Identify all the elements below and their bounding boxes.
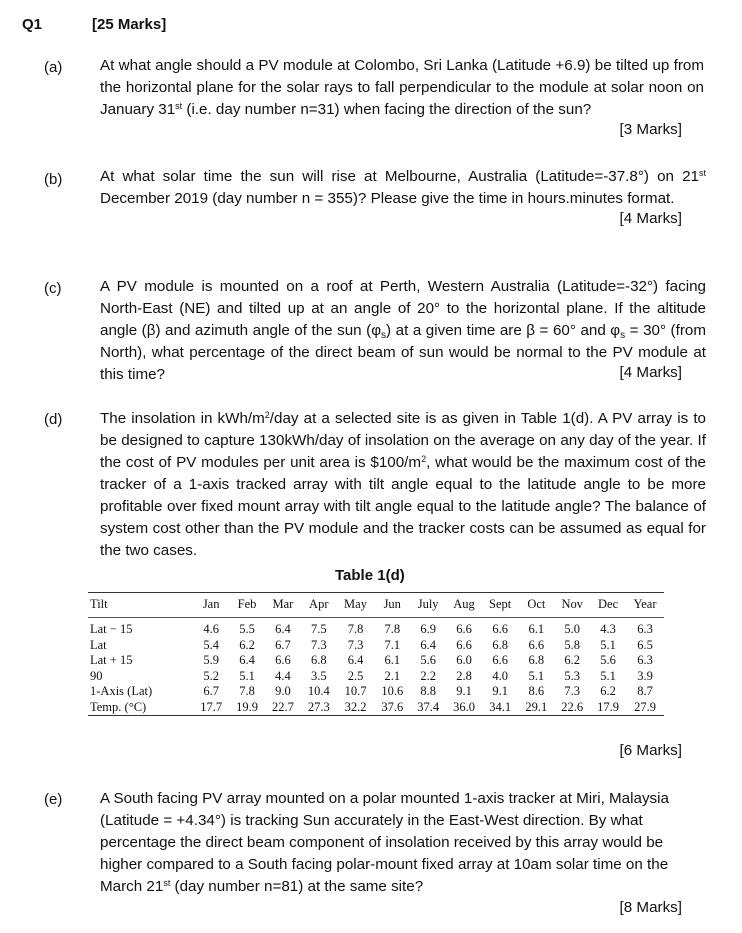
table-cell: 3.9 xyxy=(637,668,653,683)
table-header-cell: Year xyxy=(633,597,657,611)
question-total-marks: [25 Marks] xyxy=(92,16,167,33)
table-cell: 37.4 xyxy=(417,699,440,714)
table-header-cell: Apr xyxy=(309,597,329,611)
table-cell: 17.7 xyxy=(200,699,223,714)
table-cell: 5.3 xyxy=(564,668,581,683)
part-d-label: (d) xyxy=(44,411,63,428)
table-header-cell: July xyxy=(417,597,439,611)
table-cell: 6.4 xyxy=(347,653,364,668)
table-header-cell: Tilt xyxy=(90,597,108,611)
table-cell: 5.2 xyxy=(203,668,219,683)
table-cell: 6.6 xyxy=(492,622,508,637)
table-cell: 6.7 xyxy=(275,637,291,652)
part-e-text: A South facing PV array mounted on a polar mounted 1-axis tracker at Miri, Malaysia (Latitude = +4.34°) is tracking Sun accurately in the East-West direction. By what percentage the direct beam component of insolation received by this array would be higher compared to a South facing polar-mount fixed array at 10am solar time on the March 21st (day number n=81) at the same site? xyxy=(100,790,669,895)
part-a-label: (a) xyxy=(44,59,63,76)
table-cell: 7.5 xyxy=(310,622,327,637)
part-d-marks: [6 Marks] xyxy=(619,742,682,759)
table-cell: 27.9 xyxy=(634,699,656,714)
table-cell: 8.6 xyxy=(528,684,545,699)
table-cell: 7.3 xyxy=(347,637,364,652)
table-cell: 6.8 xyxy=(492,637,508,652)
table-cell: 5.4 xyxy=(203,637,219,652)
table-header-cell: Jun xyxy=(383,597,401,611)
table-cell: 9.1 xyxy=(492,684,508,699)
table-cell: 6.2 xyxy=(239,637,255,652)
table-cell: 6.4 xyxy=(239,653,255,668)
part-c-label: (c) xyxy=(44,280,62,297)
table-cell: 6.3 xyxy=(637,622,653,637)
table-cell: 7.1 xyxy=(384,637,401,652)
table-cell: 7.8 xyxy=(239,684,255,699)
table-cell: 6.6 xyxy=(275,653,291,668)
question-number: Q1 xyxy=(22,16,43,33)
table-row-label: Lat xyxy=(90,637,107,652)
table-cell: 7.3 xyxy=(310,637,327,652)
table-row-label: 90 xyxy=(90,668,103,683)
part-d-text: The insolation in kWh/$m^2$/day at a selected site is as given in Table 1(d). A PV array is to be designed to capture 130kWh/day of insolation on the average on any day of the year. If the cost of PV modules per unit area is $\$100/m^2$, what would be the maximum cost of the tracker of a 1-axis tracked array with tilt angle equal to the latitude angle to be more profitable over fixed mount array with tilt angle equal to the latitude angle? The balance of system cost other than the PV module and the tracker costs can be assumed as equal for the two cases. xyxy=(100,410,706,559)
table-header-cell: Feb xyxy=(237,597,257,611)
table-cell: 2.2 xyxy=(420,668,436,683)
table-cell: 10.6 xyxy=(381,684,404,699)
table-cell: 6.6 xyxy=(456,622,472,637)
table-row-label: Lat − 15 xyxy=(90,622,133,637)
part-c-text: A PV module is mounted on a roof at Perth, Western Australia (Latitude=-32°) facing North-East (NE) and tilted up at an angle of 20° to the horizontal plane. If the altitude angle (β) and azimuth angle of the sun $(\varphi_s)$ at a given time are β = 60° and $\varphi_s = 30^\circ$ (from North), what percentage of the direct beam of sun would be normal to the PV module at this time? xyxy=(100,278,706,383)
table-row-label: 1-Axis (Lat) xyxy=(90,684,153,699)
table-cell: 5.1 xyxy=(239,668,255,683)
table-cell: 7.8 xyxy=(347,622,364,637)
part-c-marks: [4 Marks] xyxy=(619,364,682,381)
table-cell: 6.9 xyxy=(420,622,436,637)
table-header-cell: Oct xyxy=(527,597,546,611)
table-cell: 6.6 xyxy=(456,637,472,652)
table-cell: 6.1 xyxy=(384,653,401,668)
table-cell: 10.4 xyxy=(307,684,330,699)
table-header-cell: Aug xyxy=(453,597,475,611)
table-row xyxy=(88,653,664,669)
table-row xyxy=(88,618,664,638)
table-row xyxy=(88,700,664,716)
table-cell: 10.7 xyxy=(344,684,367,699)
part-a-marks: [3 Marks] xyxy=(619,121,682,138)
insolation-table xyxy=(88,592,664,716)
table-cell: 6.2 xyxy=(600,684,616,699)
table-header-cell: Sept xyxy=(489,597,512,611)
table-cell: 5.8 xyxy=(564,637,581,652)
table-cell: 29.1 xyxy=(525,699,548,714)
table-cell: 6.0 xyxy=(456,653,472,668)
table-row-label: Lat + 15 xyxy=(90,653,133,668)
table-cell: 6.5 xyxy=(637,637,653,652)
table-cell: 19.9 xyxy=(236,699,258,714)
table-cell: 3.5 xyxy=(310,668,327,683)
table-cell: 6.2 xyxy=(564,653,581,668)
table-cell: 7.8 xyxy=(384,622,401,637)
table-cell: 8.7 xyxy=(637,684,653,699)
table-row xyxy=(88,684,664,700)
table-cell: 32.2 xyxy=(344,699,367,714)
table-header-cell: Dec xyxy=(598,597,619,611)
part-b-label: (b) xyxy=(44,171,63,188)
table-cell: 5.0 xyxy=(564,622,581,637)
table-cell: 37.6 xyxy=(381,699,404,714)
table-cell: 7.3 xyxy=(564,684,581,699)
table-header-cell: May xyxy=(344,597,367,611)
part-b-text: At what solar time the sun will rise at Melbourne, Australia (Latitude=-37.8°) on 21st December 2019 (day number n = 355)? Please give the time in hours.minutes format. xyxy=(100,168,706,207)
table-cell: 36.0 xyxy=(453,699,475,714)
table-cell: 4.0 xyxy=(492,668,508,683)
part-b-marks: [4 Marks] xyxy=(619,210,682,227)
table-cell: 6.1 xyxy=(528,622,545,637)
table-cell: 6.6 xyxy=(492,653,508,668)
table-cell: 5.1 xyxy=(600,668,616,683)
table-cell: 27.3 xyxy=(307,699,330,714)
table-cell: 4.6 xyxy=(203,622,219,637)
table-cell: 5.5 xyxy=(239,622,255,637)
table-cell: 2.1 xyxy=(384,668,401,683)
table-cell: 8.8 xyxy=(420,684,436,699)
table-cell: 4.4 xyxy=(275,668,291,683)
table-cell: 4.3 xyxy=(600,622,616,637)
table-header-cell: Jan xyxy=(202,597,220,611)
table-row xyxy=(88,669,664,685)
table-cell: 5.9 xyxy=(203,653,219,668)
table-cell: 6.8 xyxy=(528,653,545,668)
table-cell: 5.6 xyxy=(600,653,616,668)
table-cell: 6.4 xyxy=(275,622,291,637)
table-cell: 6.4 xyxy=(420,637,436,652)
table-cell: 17.9 xyxy=(597,699,620,714)
table-row xyxy=(88,638,664,654)
table-cell: 22.7 xyxy=(271,699,294,714)
table-cell: 5.6 xyxy=(420,653,436,668)
table-cell: 5.1 xyxy=(600,637,616,652)
table-cell: 9.1 xyxy=(456,684,472,699)
table-header-row xyxy=(88,593,664,618)
table-cell: 6.6 xyxy=(528,637,545,652)
table-header-cell: Mar xyxy=(272,597,294,611)
table-cell: 2.8 xyxy=(456,668,472,683)
table-header-cell: Nov xyxy=(561,597,583,611)
table-cell: 6.3 xyxy=(637,653,653,668)
table-cell: 5.1 xyxy=(528,668,545,683)
table-cell: 2.5 xyxy=(347,668,364,683)
part-e-marks: [8 Marks] xyxy=(619,899,682,916)
table-cell: 34.1 xyxy=(489,699,512,714)
table-cell: 6.8 xyxy=(310,653,327,668)
table-caption: Table 1(d) xyxy=(335,567,405,584)
part-a-text: At what angle should a PV module at Colombo, Sri Lanka (Latitude +6.9) be tilted up from the horizontal plane for the solar rays to fall perpendicular to the module at solar noon on January 31st (i.e. day number n=31) when facing the direction of the sun? xyxy=(100,57,704,118)
table-cell: 22.6 xyxy=(561,699,584,714)
table-cell: 9.0 xyxy=(275,684,291,699)
table-row-label: Temp. (°C) xyxy=(90,699,147,714)
table-cell: 6.7 xyxy=(203,684,219,699)
part-e-label: (e) xyxy=(44,791,63,808)
